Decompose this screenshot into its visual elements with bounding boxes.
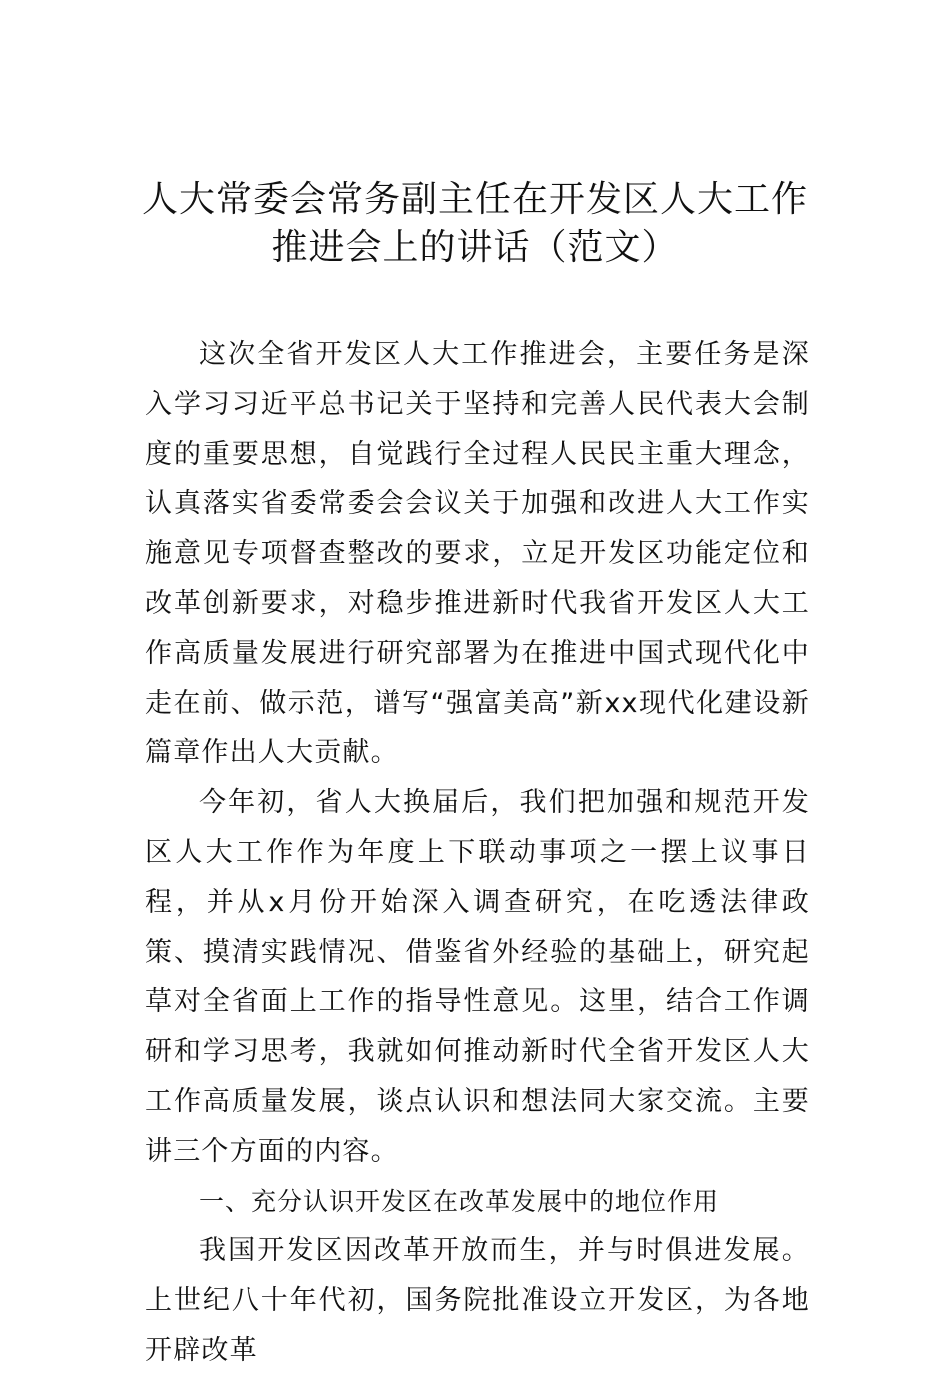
paragraph-intro: 这次全省开发区人大工作推进会，主要任务是深入学习习近平总书记关于坚持和完善人民代表大会制度的重要思想，自觉践行全过程人民民主重大理念，认真落实省委常委会会议关于加强和改进人大工作实施意见专项督查整改的要求，立足开发区功能定位和改革创新要求，对稳步推进新时代我省开发区人大工作高质量发展进行研究部署为在推进中国式现代化中走在前、做示范，谱写“强富美高”新xx现代化建设新篇章作出人大贡献。	[145, 339, 810, 769]
section-heading: 一、充分认识开发区在改革发展中的地位作用	[199, 1186, 720, 1216]
document-title	[120, 176, 830, 272]
title-line-1: 人大常委会常务副主任在开发区人大工作	[141, 179, 808, 220]
paragraph-background: 今年初，省人大换届后，我们把加强和规范开发区人大工作作为年度上下联动事项之一摆上议事日程，并从x月份开始深入调查研究，在吃透法律政策、摸清实践情况、借鉴省外经验的基础上，研究起草对全省面上工作的指导性意见。这里，结合工作调研和学习思考，我就如何推动新时代全省开发区人大工作高质量发展，谈点认识和想法同大家交流。主要讲三个方面的内容。	[145, 787, 810, 1167]
document-body	[145, 330, 810, 1376]
title-line-2: 推进会上的讲话（范文）	[271, 227, 679, 268]
paragraph-section-one: 我国开发区因改革开放而生，并与时俱进发展。上世纪八十年代初，国务院批准设立开发区，为各地开辟改革	[145, 1235, 810, 1366]
